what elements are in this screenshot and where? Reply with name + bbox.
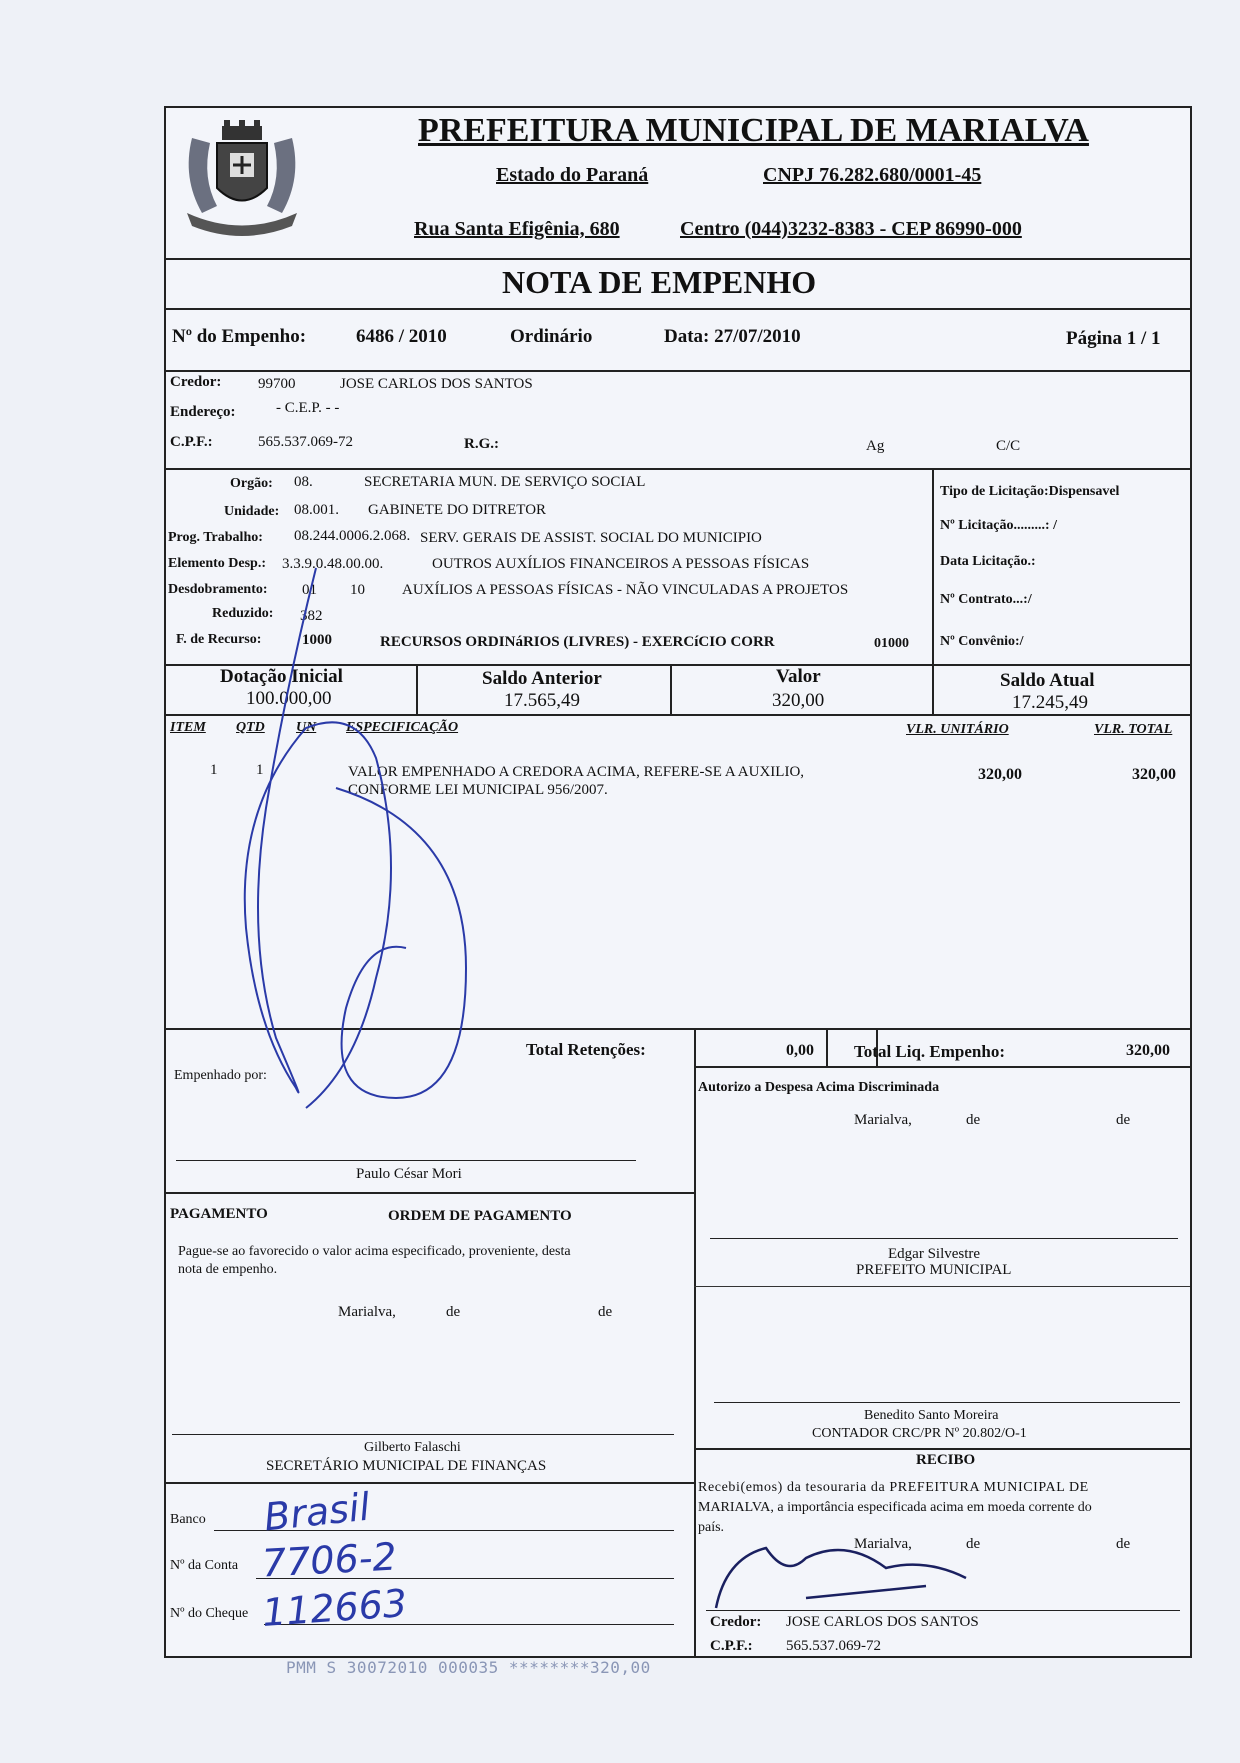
prog-code: 08.244.0006.2.068. xyxy=(294,528,411,544)
valor-label: Valor xyxy=(776,666,821,687)
endereco-label: Endereço: xyxy=(170,404,236,420)
saldo-anterior-label: Saldo Anterior xyxy=(482,668,602,689)
elemento-name: OUTROS AUXÍLIOS FINANCEIROS A PESSOAS FÍSICAS xyxy=(432,556,810,572)
col-qtd-header: QTD xyxy=(236,720,265,735)
recibo-cpf-label: C.P.F.: xyxy=(710,1638,753,1654)
address: Rua Santa Efigênia, 680 xyxy=(414,218,620,240)
credor-name: JOSE CARLOS DOS SANTOS xyxy=(340,376,533,392)
pagamento-local: Marialva, xyxy=(338,1304,396,1320)
empenhado-por-name: Paulo César Mori xyxy=(356,1166,462,1182)
orgao-code: 08. xyxy=(294,474,313,490)
numero-contrato: Nº Contrato...:/ xyxy=(940,592,1032,607)
ordem-pagamento-label: ORDEM DE PAGAMENTO xyxy=(388,1208,572,1224)
endereco-value: - C.E.P. - - xyxy=(276,400,340,416)
document-title: NOTA DE EMPENHO xyxy=(502,264,817,300)
col-total-header: VLR. TOTAL xyxy=(1094,722,1173,737)
item-number: 1 xyxy=(210,762,218,778)
banco-handwritten: Brasil xyxy=(261,1484,372,1540)
autorizo-de-2: de xyxy=(1116,1112,1131,1128)
pagamento-de-1: de xyxy=(446,1304,461,1320)
elemento-label: Elemento Desp.: xyxy=(168,556,266,571)
autorizo-de-1: de xyxy=(966,1112,981,1128)
dotacao-inicial-label: Dotação Inicial xyxy=(220,666,343,687)
recibo-de-1: de xyxy=(966,1536,981,1552)
data-licitacao: Data Licitação.: xyxy=(940,554,1036,569)
desdobramento-name: AUXÍLIOS A PESSOAS FÍSICAS - NÃO VINCULADAS A PROJETOS xyxy=(402,582,849,598)
recibo-text-line3: país. xyxy=(698,1520,725,1535)
elemento-code: 3.3.9.0.48.00.00. xyxy=(282,556,384,572)
rg-label: R.G.: xyxy=(464,436,499,452)
pagamento-label: PAGAMENTO xyxy=(170,1206,268,1222)
reduzido-value: 382 xyxy=(300,608,323,624)
col-item-header: ITEM xyxy=(170,720,206,735)
total-liquido-label: Total Liq. Empenho: xyxy=(854,1042,1005,1061)
orgao-name: SECRETARIA MUN. DE SERVIÇO SOCIAL xyxy=(364,474,646,490)
cpf-value: 565.537.069-72 xyxy=(258,434,353,450)
nota-de-empenho-form xyxy=(164,106,1192,1658)
saldo-atual-value: 17.245,49 xyxy=(1012,692,1088,713)
recurso-label: F. de Recurso: xyxy=(176,632,262,647)
empenho-type: Ordinário xyxy=(510,326,593,347)
total-retencoes-value: 0,00 xyxy=(786,1042,814,1059)
payment-stamp: PMM S 30072010 000035 ********320,00 xyxy=(286,1658,651,1677)
recibo-local: Marialva, xyxy=(854,1536,912,1552)
recibo-de-2: de xyxy=(1116,1536,1131,1552)
unidade-code: 08.001. xyxy=(294,502,339,518)
autorizo-local: Marialva, xyxy=(854,1112,912,1128)
conta-handwritten: 7706-2 xyxy=(260,1534,398,1586)
recibo-text-line2: MARIALVA, a importância especificada acima em moeda corrente do xyxy=(698,1500,1092,1515)
desdobramento-code2: 10 xyxy=(350,582,365,598)
total-retencoes-label: Total Retenções: xyxy=(526,1040,646,1059)
coat-of-arms-logo xyxy=(172,118,312,238)
col-spec-header: ESPECIFICAÇÃO xyxy=(346,720,459,735)
numero-convenio: Nº Convênio:/ xyxy=(940,634,1024,649)
secretario-cargo: SECRETÁRIO MUNICIPAL DE FINANÇAS xyxy=(266,1458,547,1474)
saldo-atual-label: Saldo Atual xyxy=(1000,670,1095,691)
empenho-label: Nº do Empenho: xyxy=(172,326,307,347)
cheque-label: Nº do Cheque xyxy=(170,1606,249,1621)
secretario-name: Gilberto Falaschi xyxy=(364,1440,461,1455)
orgao-label: Orgão: xyxy=(230,476,273,491)
desdobramento-label: Desdobramento: xyxy=(168,582,268,597)
unidade-label: Unidade: xyxy=(224,504,280,519)
page-number: Página 1 / 1 xyxy=(1066,328,1161,349)
prefeito-cargo: PREFEITO MUNICIPAL xyxy=(856,1262,1012,1278)
recibo-credor-name: JOSE CARLOS DOS SANTOS xyxy=(786,1614,979,1630)
cnpj: CNPJ 76.282.680/0001-45 xyxy=(763,164,982,186)
item-qtd: 1 xyxy=(256,762,264,778)
item-spec-line2: CONFORME LEI MUNICIPAL 956/2007. xyxy=(348,782,608,798)
prefeitura-title: PREFEITURA MUNICIPAL DE MARIALVA xyxy=(418,112,1089,149)
col-un-header: UN xyxy=(296,720,317,735)
credor-label: Credor: xyxy=(170,374,222,390)
numero-licitacao: Nº Licitação.........: / xyxy=(940,518,1057,533)
pagamento-de-2: de xyxy=(598,1304,613,1320)
item-total-value: 320,00 xyxy=(1132,766,1176,783)
recibo-text-line1: Recebi(emos) da tesouraria da PREFEITURA MUNICIPAL DE xyxy=(698,1480,1089,1495)
conta-label: Nº da Conta xyxy=(170,1558,239,1573)
total-liquido-value: 320,00 xyxy=(1126,1042,1170,1059)
saldo-anterior-value: 17.565,49 xyxy=(504,690,580,711)
cc-label: C/C xyxy=(996,438,1021,454)
unidade-name: GABINETE DO DITRETOR xyxy=(368,502,547,518)
pagamento-text-line2: nota de empenho. xyxy=(178,1262,278,1277)
recibo-cpf-value: 565.537.069-72 xyxy=(786,1638,881,1654)
recibo-title: RECIBO xyxy=(916,1452,976,1468)
prog-name: SERV. GERAIS DE ASSIST. SOCIAL DO MUNICIPIO xyxy=(420,530,762,546)
cpf-label: C.P.F.: xyxy=(170,434,213,450)
state-name: Estado do Paraná xyxy=(496,164,649,186)
recurso-name: RECURSOS ORDINáRIOS (LIVRES) - EXERCíCIO CORR xyxy=(380,634,775,650)
prog-label: Prog. Trabalho: xyxy=(168,530,263,545)
recibo-credor-label: Credor: xyxy=(710,1614,762,1630)
banco-label: Banco xyxy=(170,1512,206,1527)
item-unit-value: 320,00 xyxy=(978,766,1022,783)
contador-cargo: CONTADOR CRC/PR Nº 20.802/O-1 xyxy=(812,1426,1027,1441)
tipo-licitacao: Tipo de Licitação:Dispensavel xyxy=(940,484,1120,499)
recurso-code: 1000 xyxy=(302,632,332,648)
recurso-code2: 01000 xyxy=(874,636,909,651)
desdobramento-code1: 01 xyxy=(302,582,317,598)
credor-code: 99700 xyxy=(258,376,296,392)
empenho-date: Data: 27/07/2010 xyxy=(664,326,801,347)
ag-label: Ag xyxy=(866,438,885,454)
valor-value: 320,00 xyxy=(772,690,825,711)
dotacao-inicial-value: 100.000,00 xyxy=(246,688,332,709)
autorizo-label: Autorizo a Despesa Acima Discriminada xyxy=(698,1080,940,1095)
item-spec-line1: VALOR EMPENHADO A CREDORA ACIMA, REFERE-SE A AUXILIO, xyxy=(348,764,805,780)
pagamento-text-line1: Pague-se ao favorecido o valor acima especificado, proveniente, desta xyxy=(178,1244,571,1259)
empenho-number: 6486 / 2010 xyxy=(356,326,447,347)
reduzido-label: Reduzido: xyxy=(212,606,274,621)
cheque-handwritten: 112663 xyxy=(260,1580,409,1636)
contador-name: Benedito Santo Moreira xyxy=(864,1408,999,1423)
prefeito-name: Edgar Silvestre xyxy=(888,1246,981,1262)
col-unit-header: VLR. UNITÁRIO xyxy=(906,722,1009,737)
empenhado-por-label: Empenhado por: xyxy=(174,1068,267,1083)
contact-info: Centro (044)3232-8383 - CEP 86990-000 xyxy=(680,218,1022,240)
